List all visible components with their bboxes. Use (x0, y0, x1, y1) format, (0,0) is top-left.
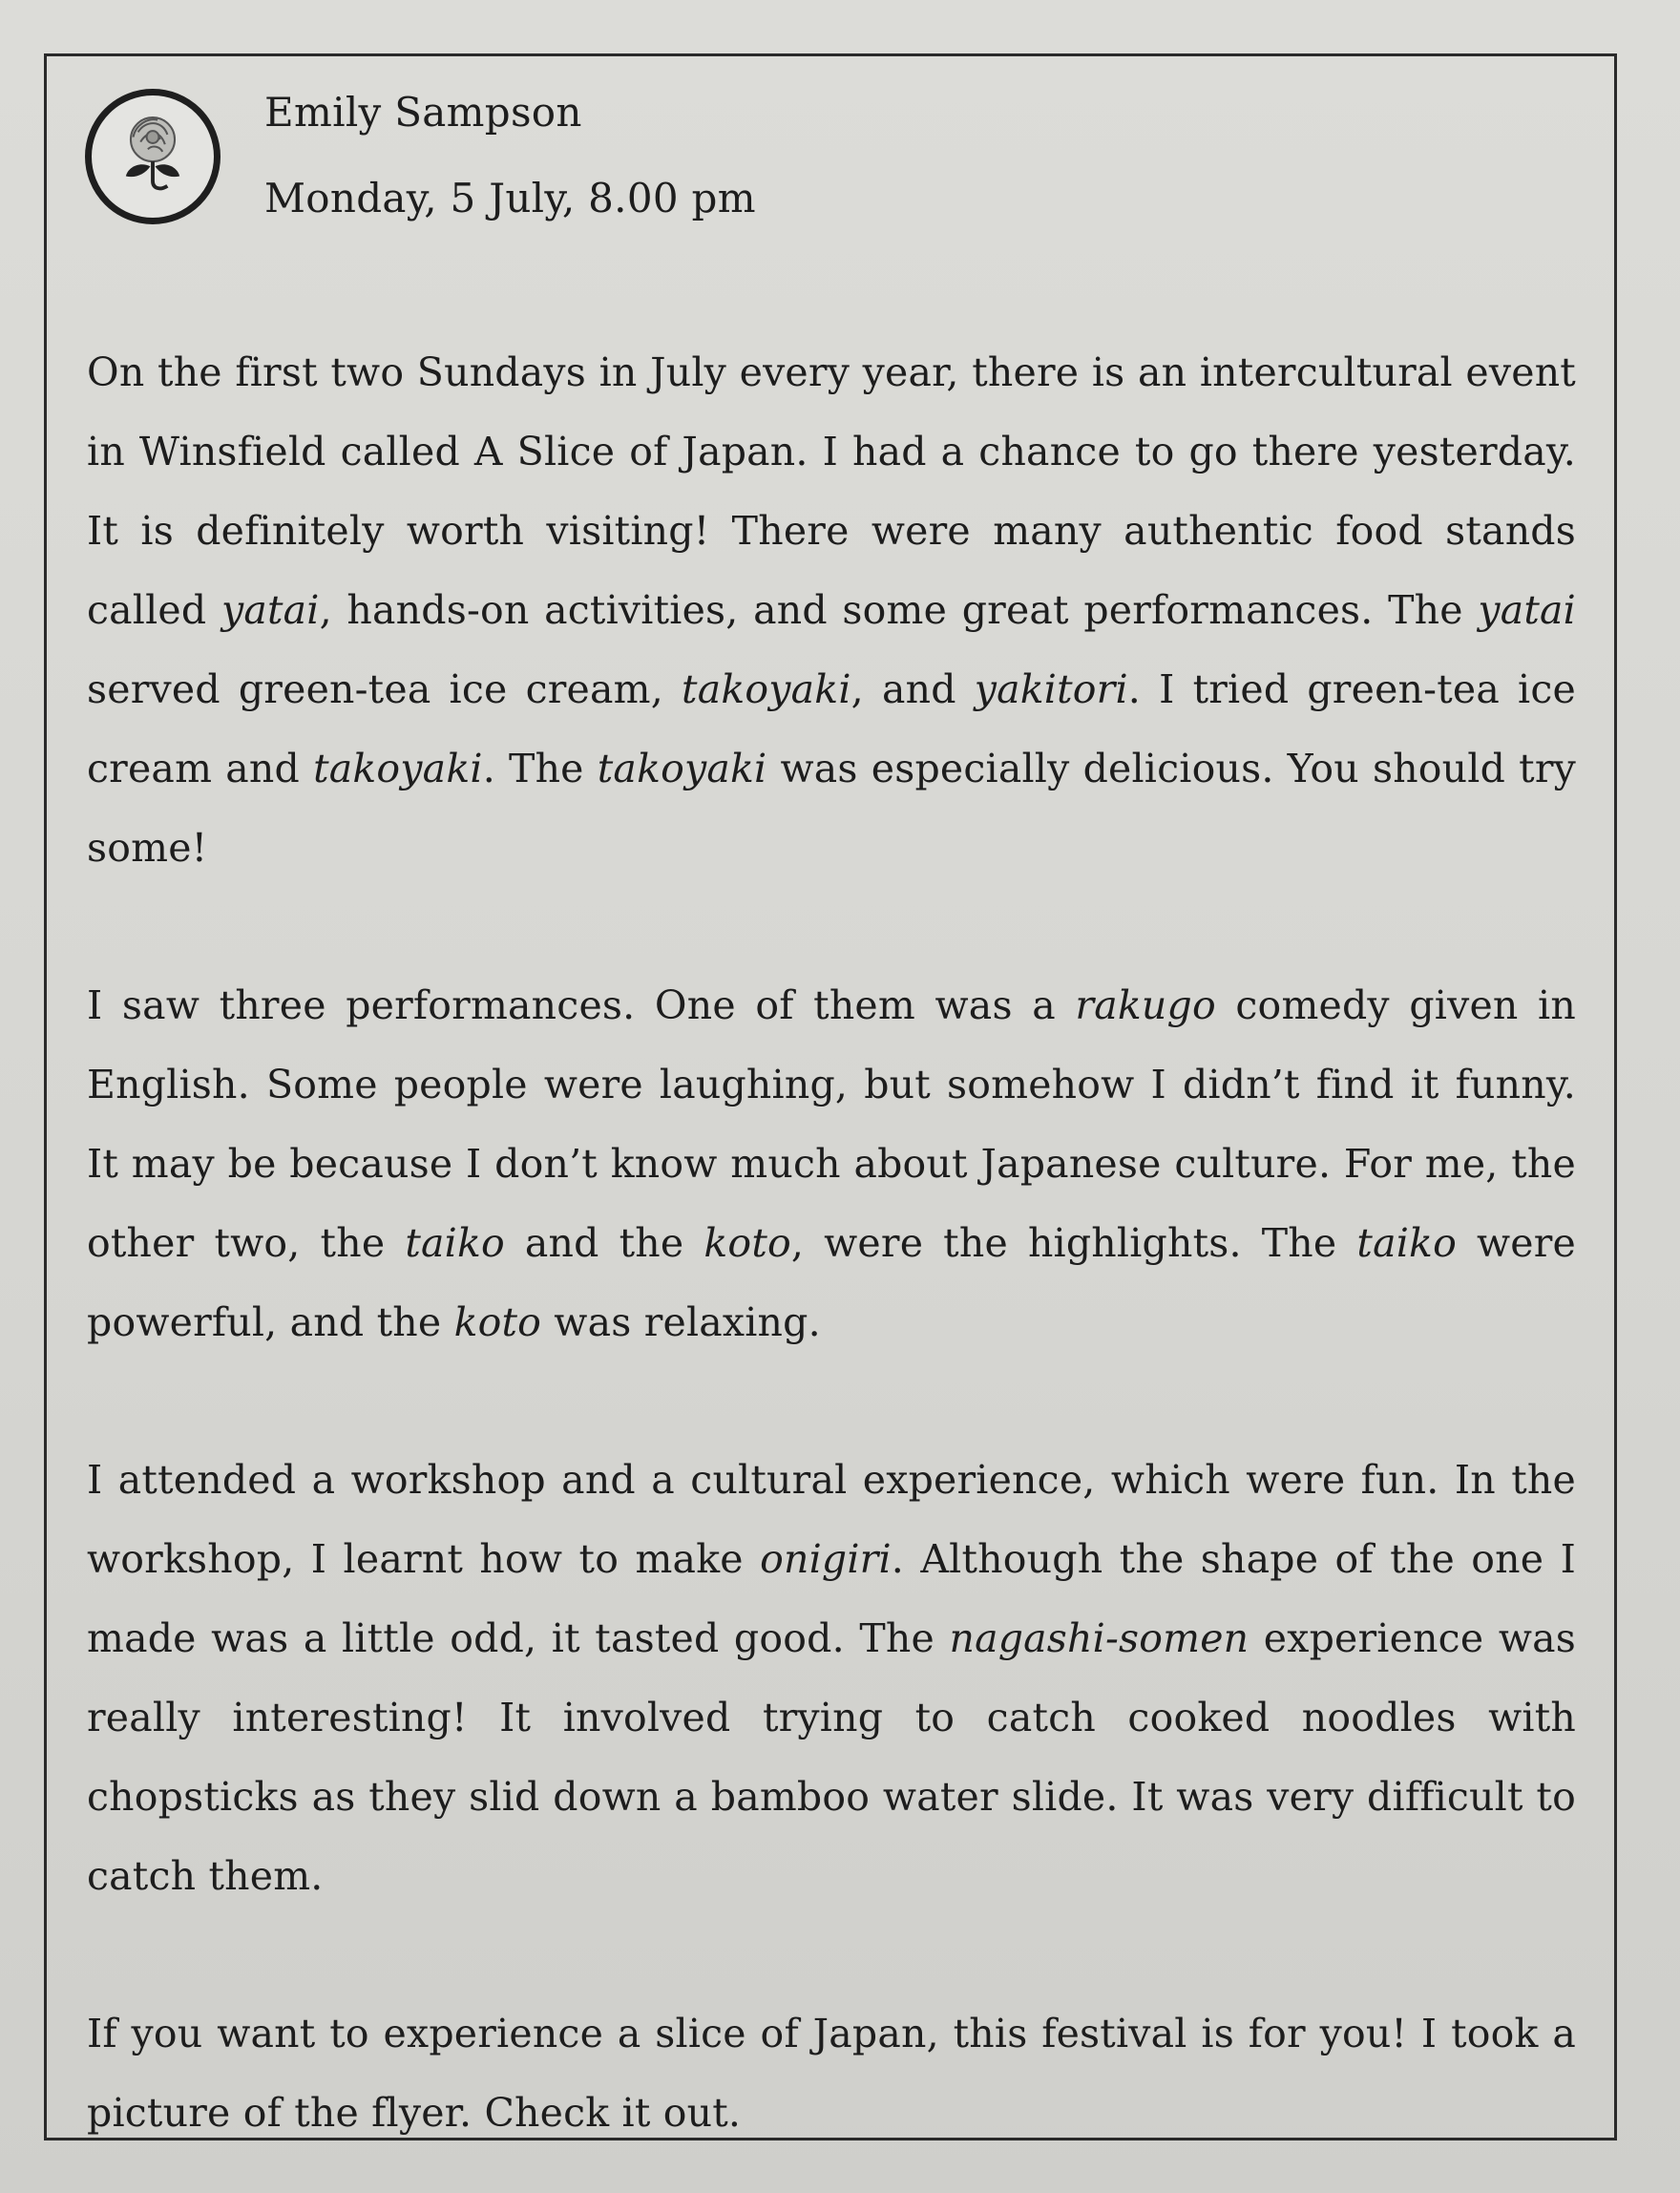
text-segment: was relaxing. (541, 1299, 821, 1345)
paragraph-performances (87, 966, 1576, 1362)
paragraph-closing (87, 1994, 1576, 2153)
text-segment: . The (482, 746, 598, 791)
italic-term: yakitori (974, 666, 1128, 712)
text-segment: comedy given in English. Some people were laughing, but somehow I didn’t find it funny. It may be because I don’t know much about Japanese culture. For me, the other two, the (87, 982, 1576, 1266)
text-segment: I attended a workshop and a cultural experience, which were fun. In the workshop, I learnt how to make (87, 1457, 1576, 1582)
italic-term: yatai (220, 587, 320, 633)
author-name: Emily Sampson (264, 89, 582, 136)
rose-icon (92, 95, 214, 218)
italic-term: taiko (405, 1220, 505, 1266)
text-segment: , and (850, 666, 975, 712)
paragraph-workshop (87, 1441, 1576, 1916)
italic-term: koto (453, 1299, 542, 1345)
post-header (47, 56, 1614, 247)
text-segment: experience was really interesting! It involved trying to catch cooked noodles with chopsticks as they slid down a bamboo water slide. It was very difficult to catch them. (87, 1615, 1577, 1899)
post-card (44, 53, 1617, 2140)
italic-term: onigiri (760, 1536, 892, 1582)
italic-term: takoyaki (682, 666, 851, 712)
italic-term: taiko (1356, 1220, 1457, 1266)
text-segment: were powerful, and the (87, 1220, 1577, 1345)
italic-term: takoyaki (313, 746, 483, 791)
text-segment: , hands-on activities, and some great performances. The (319, 587, 1479, 633)
text-segment: On the first two Sundays in July every year, there is an intercultural event in Winsfield called A Slice of Japan. I had a chance to go there yesterday. It is definitely worth visiting! There were many authentic food stands called (87, 349, 1576, 633)
paragraph-intro (87, 333, 1576, 888)
italic-term: takoyaki (597, 746, 767, 791)
text-segment: I saw three performances. One of them was a (87, 982, 1076, 1028)
italic-term: yatai (1478, 587, 1576, 633)
italic-term: rakugo (1075, 982, 1216, 1028)
avatar (85, 89, 220, 224)
italic-term: nagashi-somen (949, 1615, 1250, 1661)
post-timestamp: Monday, 5 July, 8.00 pm (264, 175, 756, 221)
text-segment: and the (504, 1220, 704, 1266)
text-segment: . I tried green-tea ice cream and (87, 666, 1576, 791)
text-segment: If you want to experience a slice of Japan, this festival is for you! I took a picture of the flyer. Check it out. (87, 2011, 1576, 2136)
post-body (87, 333, 1576, 2153)
text-segment: served green-tea ice cream, (87, 666, 682, 712)
italic-term: koto (704, 1220, 791, 1266)
text-segment: was especially delicious. You should try some! (87, 746, 1576, 871)
text-segment: . Although the shape of the one I made was a little odd, it tasted good. The (87, 1536, 1576, 1661)
text-segment: , were the highlights. The (790, 1220, 1357, 1266)
